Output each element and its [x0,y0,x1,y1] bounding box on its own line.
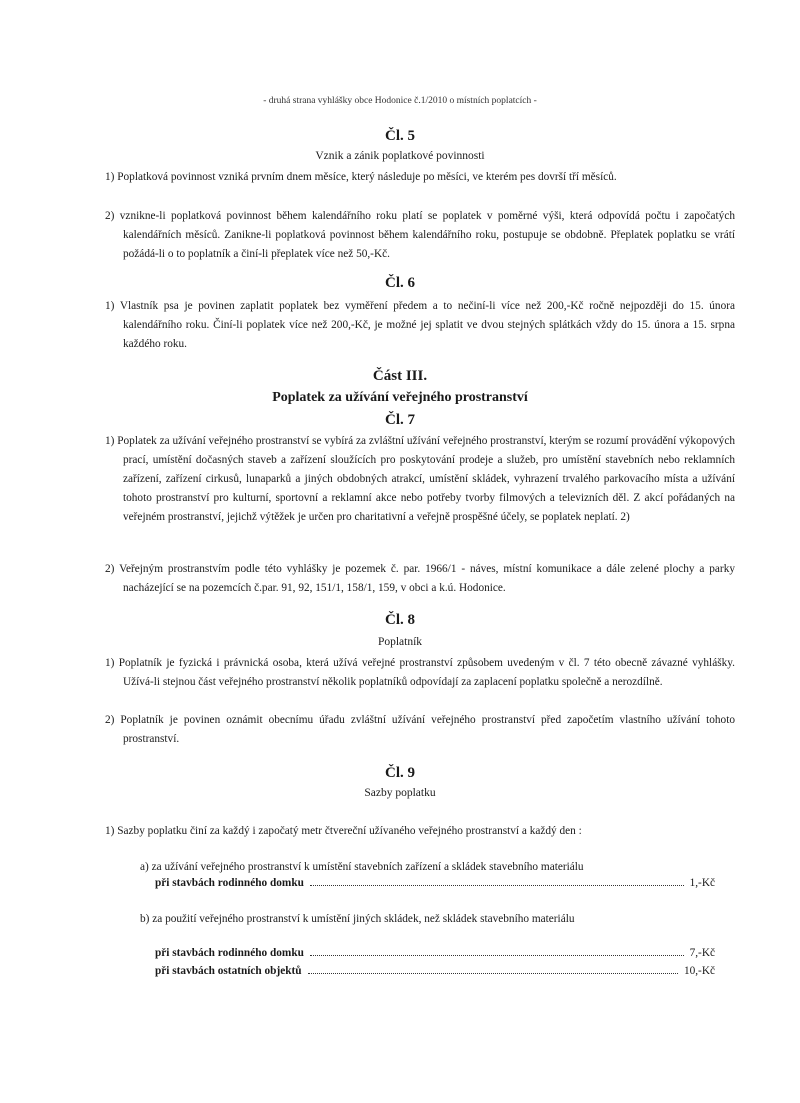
article-8-subtitle: Poplatník [377,636,423,648]
article-7-paragraph-2: 2) Veřejným prostranstvím podle této vyhlášky je pozemek č. par. 1966/1 - náves, místní komunikace a dále zelené plochy a parky nacházející se na pozemcích č.par. 91, 92, 151/1, 158/1, 159, v obci a k.ú. Hodonice. [105,563,735,594]
rate-a-line [155,877,715,889]
article-9-subtitle: Sazby poplatku [364,787,436,799]
article-8-paragraph-1: 1) Poplatník je fyzická i právnická osoba, která užívá veřejné prostranství způsobem uvedeným v čl. 7 této obecně závazné vyhlášky. Užívá-li stejnou část veřejného prostranství několik poplatníků odpovídají za zaplacení poplatku společně a nerozdílně. [105,657,735,688]
rate-b1-value: 7,-Kč [689,947,715,959]
article-6-title: Čl. 6 [385,275,415,291]
article-9-paragraph-1: 1) Sazby poplatku činí za každý i započatý metr čtvereční užívaného veřejného prostranství a každý den : [105,825,582,837]
rate-b-description: b) za použití veřejného prostranství k umístění jiných skládek, než skládek stavebního materiálu [140,913,575,925]
article-7-title: Čl. 7 [385,412,415,428]
article-5-paragraph-2: 2) vznikne-li poplatková povinnost během kalendářního roku platí se poplatek v poměrné výši, která odpovídá počtu i započatých kalendářních měsíců. Zanikne-li poplatková povinnost během kalendářního roku, postupuje se obdobně. Přeplatek poplatku se vrátí požádá-li o to poplatník a činí-li přeplatek více než 50,-Kč. [105,210,735,260]
article-9-title: Čl. 9 [385,765,415,781]
rate-b2-value: 10,-Kč [683,965,715,977]
article-7-paragraph-1: 1) Poplatek za užívání veřejného prostranství se vybírá za zvláštní užívání veřejného prostranství, kterým se rozumí provádění výkopových prací, umístění dočasných staveb a zařízení sloužících pro poskytování prodeje a služeb, pro umístění stavebních nebo reklamních zařízení, zařízení cirkusů, lunaparků a jiných obdobných atrakcí, umístění skládek, vyhrazení trvalého parkovacího místa a užívání tohoto prostranství pro kulturní, sportovní a reklamní akce nebo potřeby tvorby filmových a televizních děl. Z akcí pořádaných na veřejném prostranství, jejichž výtěžek je určen pro charitativní a veřejně prospěšné účely, se poplatek neplatí. 2) [105,435,735,523]
rate-b2-label: při stavbách ostatních objektů [155,965,302,977]
part-3-subtitle: Poplatek za užívání veřejného prostranství [272,390,528,405]
rate-b1-label: při stavbách rodinného domku [155,947,304,959]
rate-a-value: 1,-Kč [689,877,715,889]
rate-a-label: při stavbách rodinného domku [155,877,304,889]
article-6-paragraph-1: 1) Vlastník psa je povinen zaplatit poplatek bez vyměření předem a to nečiní-li více než 200,-Kč ročně nejpozději do 15. února kalendářního roku. Činí-li poplatek více než 200,-Kč, je možné jej splatit ve dvou stejných splátkách vždy do 15. února a 15. srpna každého roku. [105,300,735,350]
leader-dots [308,972,678,974]
article-5-subtitle: Vznik a zánik poplatkové povinnosti [315,150,485,162]
leader-dots [310,884,684,886]
article-5-paragraph-1: 1) Poplatková povinnost vzniká prvním dnem měsíce, který následuje po měsíci, ve kterém pes dovrší tří měsíců. [105,171,617,183]
rate-a-description: a) za užívání veřejného prostranství k umístění stavebních zařízení a skládek stavebního materiálu [140,861,584,873]
article-8-paragraph-2: 2) Poplatník je povinen oznámit obecnímu úřadu zvláštní užívání veřejného prostranství před započetím vlastního užívání tohoto prostranství. [105,714,735,745]
page-header: - druhá strana vyhlášky obce Hodonice č.1/2010 o místních poplatcích - [263,96,537,106]
rate-b1-line [155,947,715,959]
leader-dots [310,954,684,956]
part-3-title: Část III. [372,368,428,384]
rate-b2-line [155,965,715,977]
article-8-title: Čl. 8 [385,612,415,628]
article-5-title: Čl. 5 [385,128,415,144]
